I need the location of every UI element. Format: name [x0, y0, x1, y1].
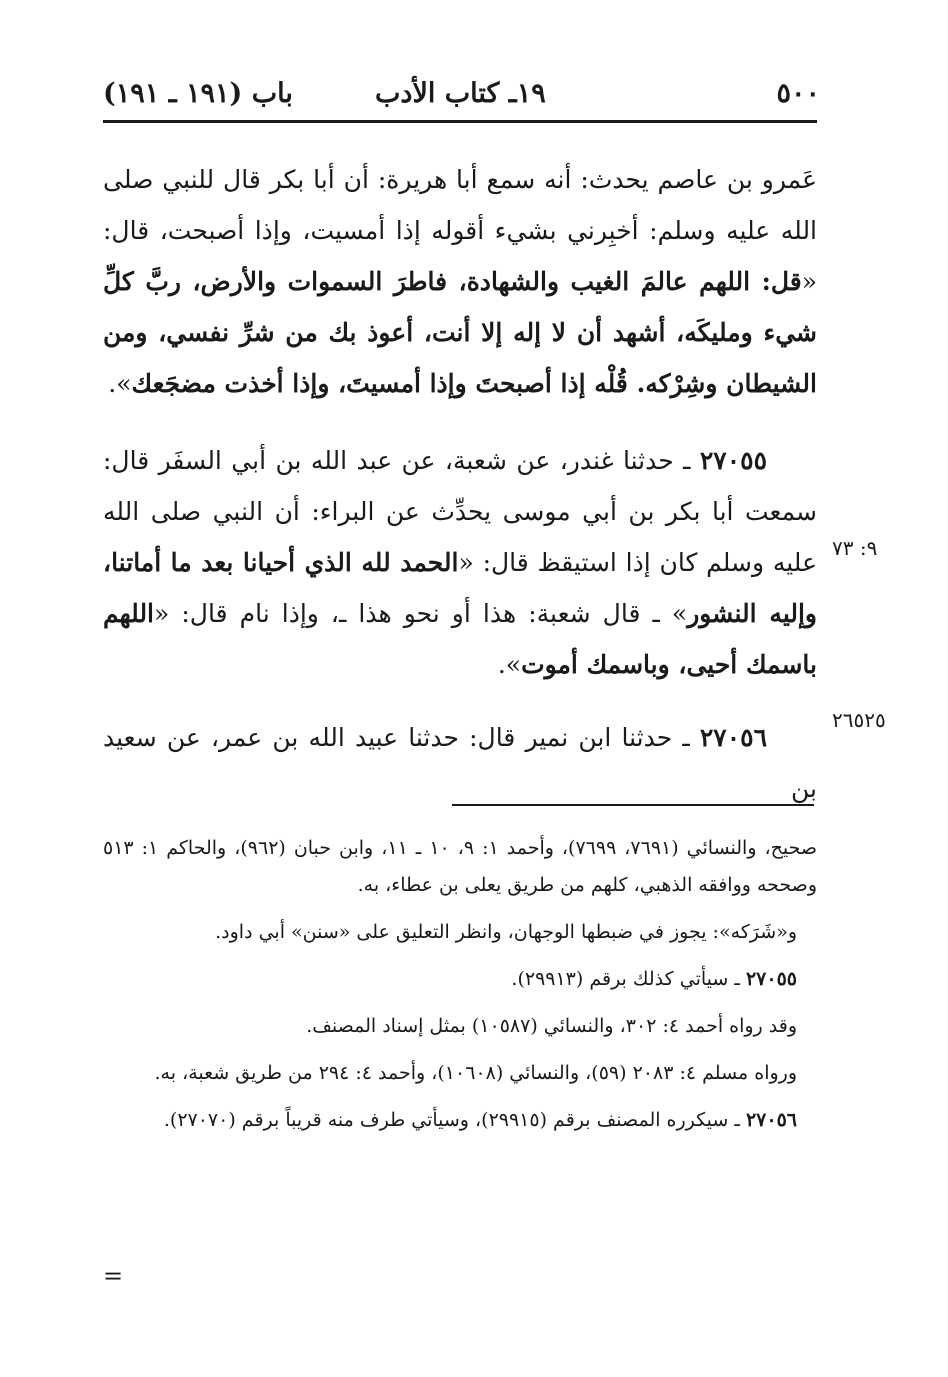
continuation-mark: =: [103, 1262, 124, 1290]
text-line: عَمرو بن عاصم يحدث: أنه سمع أبا هريرة: أن أبا بكر قال للنبي: [162, 165, 817, 194]
prophetic-text: اللهم باسمك أحيى، وباسمك أموت: [103, 599, 817, 679]
footnote-text: ـ سيأتي كذلك برقم (٢٩٩١٣).: [511, 968, 746, 990]
hadith-continuation-paragraph: [103, 154, 817, 409]
text-fragment: ».: [108, 369, 132, 398]
prophetic-text: الحمد لله الذي أحيانا بعد ما أماتنا، وإليه النشور: [103, 548, 817, 628]
chapter-range: باب (١٩١ ـ ١٩١): [103, 78, 293, 109]
text-fragment: قال: «: [103, 216, 817, 296]
text-fragment: ـ حدثنا غندر، عن شعبة، عن عبد الله بن أبي السفَر قال: سمعت أبا بكر بن أبي موسى يحدِّث عن البراء: أن النبي صلى الله عليه وسلم كان إذا استيقظ قال: «: [103, 446, 817, 577]
hadith-27056-paragraph: [103, 712, 817, 814]
footnote: صحيح، والنسائي (٧٦٩١، ٧٦٩٩)، وأحمد ١: ٩، ١٠ ـ ١١، وابن حبان (٩٦٢)، والحاكم ١: ٥١٣ وصححه ووافقه الذهبي، كلهم من طريق يعلى بن عطاء، به.: [103, 837, 818, 896]
main-text: [103, 154, 817, 814]
page-number: ٥٠٠: [776, 78, 820, 109]
footnote: [103, 1102, 817, 1139]
book-title: ١٩ـ كتاب الأدب: [375, 78, 546, 109]
footnote-text: ـ سيكرره المصنف برقم (٢٩٩١٥)، وسيأتي طرف منه قريباً برقم (٢٧٠٧٠).: [163, 1109, 746, 1131]
text-fragment: ـ حدثنا ابن نمير قال: حدثنا عبيد الله بن عمر، عن سعيد بن: [103, 723, 817, 803]
footnote: [103, 961, 817, 998]
margin-reference: ٢٦٥٢٥: [832, 708, 886, 732]
text-fragment: ».: [497, 650, 522, 679]
footnote: ورواه مسلم ٤: ٢٠٨٣ (٥٩)، والنسائي (١٠٦٠٨)، وأحمد ٤: ٢٩٤ من طريق شعبة، به.: [154, 1062, 797, 1084]
footnote-number: ٢٧٠٥٥: [745, 968, 797, 990]
footnotes: [103, 830, 817, 1149]
footnote: و«شَرَكه»: يجوز في ضبطها الوجهان، وانظر التعليق على «سنن» أبي داود.: [215, 921, 797, 943]
footnote: وقد رواه أحمد ٤: ٣٠٢، والنسائي (١٠٥٨٧) بمثل إسناد المصنف.: [306, 1015, 797, 1037]
footnote-divider: [452, 804, 814, 806]
text-fragment: » ـ قال شعبة: هذا أو نحو هذا ـ، وإذا نام قال: «: [154, 599, 688, 628]
prophetic-text: قل: اللهم عالمَ الغيب والشهادة، فاطرَ السموات والأرض، ربَّ كلِّ شيء ومليكَه، أشهد أن لا إله إلا أنت، أعوذ بك من شرِّ نفسي، ومن الشيطان وشِرْكه. قُلْه إذا أصبحتَ وإذا أمسيتَ، وإذا أخذت مضجَعك: [103, 267, 817, 398]
footnote-number: ٢٧٠٥٦: [745, 1109, 797, 1131]
margin-reference: ٩: ٧٣: [832, 536, 878, 560]
text-line: صلى الله عليه وسلم: أخبِرني بشيء أقوله إذا أمسيت، وإذا أصبحت،: [103, 165, 818, 245]
hadith-number: ٢٧٠٥٦: [699, 723, 767, 752]
hadith-27055-paragraph: [103, 435, 817, 690]
hadith-number: ٢٧٠٥٥: [699, 446, 767, 475]
header-divider: [103, 120, 817, 123]
